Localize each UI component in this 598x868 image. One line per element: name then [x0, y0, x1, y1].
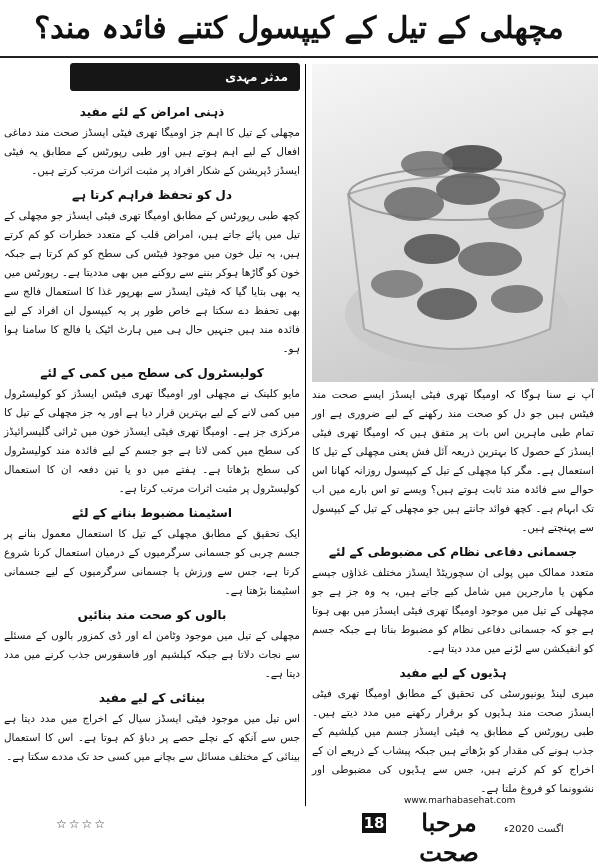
section-text: مچھلی کے تیل میں موجود وٹامن اے اور ڈی کمزور بالوں کے مسئلے سے نجات دلاتا ہے جبکہ کیلشیم اور فاسفورس جذب کرنے میں مدد دیتا ہے۔	[4, 630, 300, 680]
end-stars: ☆☆☆☆	[56, 817, 108, 831]
section-heading: بینائی کے لیے مفید	[98, 691, 206, 705]
section-heading: ذہنی امراض کے لئے مفید	[79, 105, 225, 119]
left-column	[4, 98, 300, 771]
section-text: مایو کلینک نے مچھلی اور اومیگا تھری فیٹس ایسڈز کو کولیسٹرول میں کمی لانے کے لیے بہترین قرار دیا ہے اور یہ جز مچھلی کے تیل کا مرکزی جز ہے۔ اومیگا تھری فیٹی ایسڈز خون میں ٹرائی گلیسرائیڈز کی سطح میں کمی لاتا ہے جو جسم کے لیے فائدہ مند کولیسٹرول کی سطح بڑھاتا ہے۔ ہفتے میں دو یا تین دفعہ ان کا استعمال کولیسٹرول پر مثبت اثرات مرتب کرتا ہے۔	[4, 388, 300, 495]
section-heading: بالوں کو صحت مند بنائیں	[77, 608, 227, 622]
section-text: اس تیل میں موجود فیٹی ایسڈز سیال کے اخراج میں مدد دیتا ہے جس سے آنکھ کے نچلے حصے پر دباؤ کم ہوتا ہے۔ اس کا استعمال بینائی کے مختلف مسائل سے بچانے میں کسی حد تک مددے سکتا ہے۔	[4, 713, 300, 763]
right-column	[312, 386, 594, 803]
page-number: 18	[363, 814, 385, 832]
fish-oil-capsules-photo	[312, 64, 598, 382]
section-text: متعدد ممالک میں پولی ان سچوریٹڈ ایسڈز مختلف غذاؤں جیسے مکھن یا مارجرین میں شامل کیے جاتے ہیں، یہ وہ جز ہے جو مچھلی کے تیل میں موجود اومیگا تھری فیٹی ایسڈز میں بھی ہوتا ہے جو کہ جسمانی دفاعی نظام کو مضبوط بناتا ہے جبکہ جسم کو انفیکشن سے لڑنے میں مدد دیتا ہے۔	[312, 567, 594, 655]
section-text: مچھلی کے تیل کا اہم جز اومیگا تھری فیٹی ایسڈز صحت مند دماغی افعال کے لیے اہم ہوتے ہیں اور طبی رپورٹس کے مطابق یہ فیٹی ایسڈز ڈپریشن کے شکار افراد پر مثبت اثرات مرتب کرتے ہیں۔	[4, 127, 300, 177]
section-heading: دل کو تحفظ فراہم کرتا ہے	[72, 188, 232, 202]
issue-date: اگست 2020ء	[504, 824, 564, 835]
section-heading: اسٹیمنا مضبوط بنانے کے لئے	[72, 506, 232, 520]
capsules-illustration	[312, 64, 598, 382]
section-heading: ہڈیوں کے لیے مفید	[399, 666, 507, 680]
magazine-logo: مرحبا صحت	[419, 808, 479, 867]
intro-text: آپ نے سنا ہوگا کہ اومیگا تھری فیٹی ایسڈز ایسے صحت مند فیٹس ہیں جو دل کو صحت مند رکھنے کے لیے ضروری ہے اور تمام طبی ماہرین اس بات پر متفق ہیں کہ اومیگا تھری فیٹی ایسڈز کے حصول کا بہترین ذریعہ آئل فش یعنی مچھلی کے تیل کا استعمال ہے۔ مگر کیا مچھلی کے تیل کے کیپسول روزانہ کھانا اس حوالے سے فائدہ مند ثابت ہوتے ہیں؟ ویسے تو اس بارے میں اب تک ابہام ہے۔ کچھ فوائد جانتے ہیں جو مچھلی کے تیل کے کیپسول سے پہنچتے ہیں۔	[312, 389, 594, 534]
section-text: کچھ طبی رپورٹس کے مطابق اومیگا تھری فیٹی ایسڈز جو مچھلی کے تیل میں پائے جاتے ہیں، امراض قلب کے متعدد خطرات کو کم کرتے ہیں، یہ تیل خون میں موجود فیٹس کی سطح کو کم کرتا ہے جبکہ خون کو گاڑھا ہوکر بننے سے روکنے میں بھی مددیتا ہے۔ رپورٹس میں یہ بھی بتایا گیا کہ فیٹی ایسڈز سے بھرپور غذا کا استعمال فالج سے بھی تحفظ دے سکتا ہے خاص طور پر یہ کیپسول ان افراد کے لیے فائدہ مند ہیں جنہیں حال ہی میں ہارٹ اٹیک یا فالج کا سامنا ہوا ہو۔	[4, 210, 300, 355]
column-divider	[305, 64, 306, 806]
section-heading: جسمانی دفاعی نظام کی مضبوطی کے لئے	[328, 545, 578, 559]
author-banner	[70, 63, 300, 91]
website-url: www.marhabasehat.com	[404, 796, 516, 806]
author-name: مدثر مہدی	[225, 70, 288, 84]
section-text: ایک تحقیق کے مطابق مچھلی کے تیل کا استعمال معمول بنانے پر جسم چربی کو جسمانی سرگرمیوں کے درمیان استعمال کرنا شروع کرتا ہے، جس سے ورزش یا جسمانی سرگرمیوں کے لیے جسمانی اسٹیمنا بڑھتا ہے۔	[4, 528, 300, 597]
section-heading: کولیسٹرول کی سطح میں کمی کے لئے	[40, 366, 264, 380]
section-text: میری لینڈ یونیورسٹی کی تحقیق کے مطابق اومیگا تھری فیٹی ایسڈز صحت مند ہڈیوں کو برقرار رکھنے میں مدد دیتے ہیں۔ طبی رپورٹس کے مطابق یہ فیٹی ایسڈز جسم میں کیلشیم کے جذب ہونے کی مقدار کو بڑھاتے ہیں جبکہ پیشاب کے ذریعے ان کے اخراج کو کم کرتے ہیں، جس سے ہڈیوں کی مضبوطی اور نشوونما کو فروغ ملتا ہے۔	[312, 688, 594, 795]
page-title: مچھلی کے تیل کے کیپسول کتنے فائدہ مند؟	[0, 0, 598, 58]
